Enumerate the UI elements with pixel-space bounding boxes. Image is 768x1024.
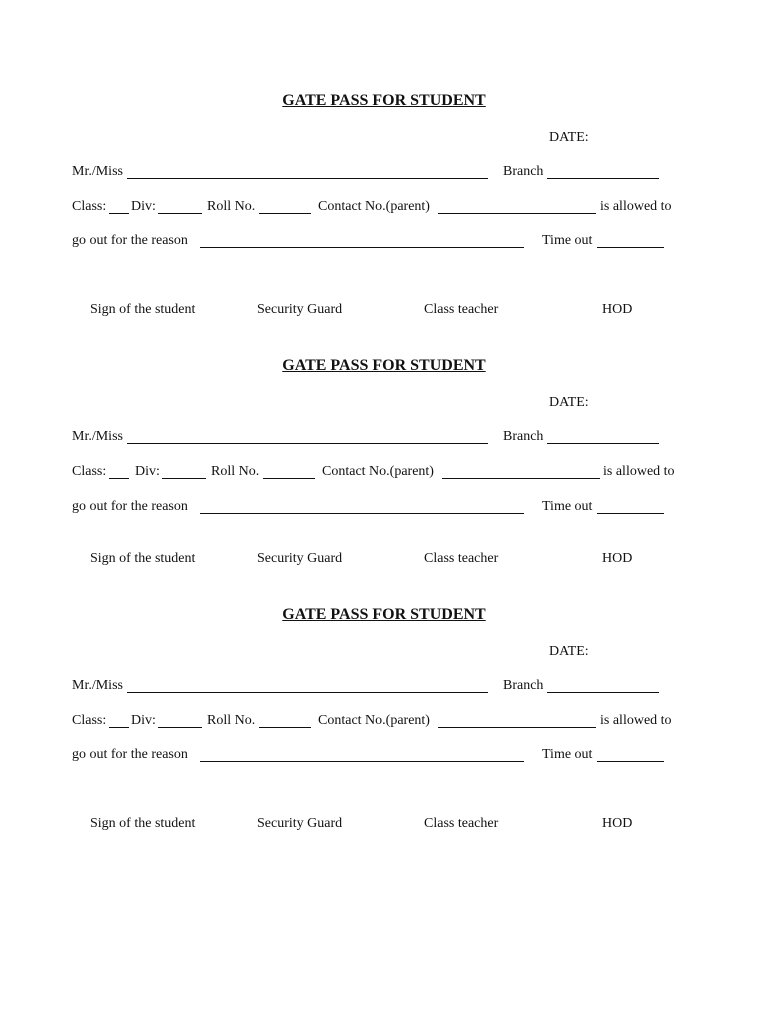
roll-no-field-line[interactable]	[263, 478, 315, 479]
time-out-label: Time out	[542, 499, 593, 514]
student-sign-label: Sign of the student	[90, 551, 196, 566]
name-field-line[interactable]	[127, 443, 488, 444]
date-label: DATE:	[549, 395, 589, 410]
gate-pass-title: GATE PASS FOR STUDENT	[282, 606, 486, 623]
reason-field-line[interactable]	[200, 513, 524, 514]
class-label: Class:	[72, 713, 107, 728]
div-label: Div:	[131, 713, 156, 728]
time-out-field-line[interactable]	[597, 247, 664, 248]
name-field-line[interactable]	[127, 178, 488, 179]
contact-label: Contact No.(parent)	[318, 199, 430, 214]
branch-field-line[interactable]	[547, 178, 659, 179]
security-guard-label: Security Guard	[257, 551, 343, 566]
allowed-text: is allowed to	[600, 199, 672, 214]
class-label: Class:	[72, 464, 107, 479]
contact-field-line[interactable]	[442, 478, 600, 479]
hod-label: HOD	[602, 551, 633, 566]
gate-pass-title: GATE PASS FOR STUDENT	[282, 92, 486, 109]
class-teacher-label: Class teacher	[424, 302, 499, 317]
name-label: Mr./Miss	[72, 678, 123, 693]
security-guard-label: Security Guard	[257, 816, 343, 831]
contact-field-line[interactable]	[438, 213, 596, 214]
gate-pass-title: GATE PASS FOR STUDENT	[282, 357, 486, 374]
roll-no-field-line[interactable]	[259, 213, 311, 214]
security-guard-label: Security Guard	[257, 302, 343, 317]
div-label: Div:	[135, 464, 160, 479]
roll-no-field-line[interactable]	[259, 727, 311, 728]
contact-label: Contact No.(parent)	[322, 464, 434, 479]
name-field-line[interactable]	[127, 692, 488, 693]
reason-label: go out for the reason	[72, 233, 188, 248]
branch-label: Branch	[503, 678, 544, 693]
hod-label: HOD	[602, 816, 633, 831]
class-field-line[interactable]	[109, 478, 129, 479]
time-out-label: Time out	[542, 747, 593, 762]
reason-field-line[interactable]	[200, 761, 524, 762]
name-label: Mr./Miss	[72, 164, 123, 179]
date-label: DATE:	[549, 644, 589, 659]
contact-label: Contact No.(parent)	[318, 713, 430, 728]
branch-label: Branch	[503, 429, 544, 444]
branch-label: Branch	[503, 164, 544, 179]
allowed-text: is allowed to	[603, 464, 675, 479]
reason-label: go out for the reason	[72, 747, 188, 762]
time-out-field-line[interactable]	[597, 761, 664, 762]
class-field-line[interactable]	[109, 213, 129, 214]
roll-no-label: Roll No.	[207, 713, 256, 728]
contact-field-line[interactable]	[438, 727, 596, 728]
student-sign-label: Sign of the student	[90, 816, 196, 831]
div-label: Div:	[131, 199, 156, 214]
div-field-line[interactable]	[158, 727, 202, 728]
time-out-label: Time out	[542, 233, 593, 248]
student-sign-label: Sign of the student	[90, 302, 196, 317]
class-teacher-label: Class teacher	[424, 551, 499, 566]
hod-label: HOD	[602, 302, 633, 317]
div-field-line[interactable]	[158, 213, 202, 214]
class-field-line[interactable]	[109, 727, 129, 728]
date-label: DATE:	[549, 130, 589, 145]
reason-label: go out for the reason	[72, 499, 188, 514]
name-label: Mr./Miss	[72, 429, 123, 444]
class-label: Class:	[72, 199, 107, 214]
branch-field-line[interactable]	[547, 443, 659, 444]
branch-field-line[interactable]	[547, 692, 659, 693]
time-out-field-line[interactable]	[597, 513, 664, 514]
roll-no-label: Roll No.	[207, 199, 256, 214]
class-teacher-label: Class teacher	[424, 816, 499, 831]
div-field-line[interactable]	[162, 478, 206, 479]
allowed-text: is allowed to	[600, 713, 672, 728]
reason-field-line[interactable]	[200, 247, 524, 248]
roll-no-label: Roll No.	[211, 464, 260, 479]
